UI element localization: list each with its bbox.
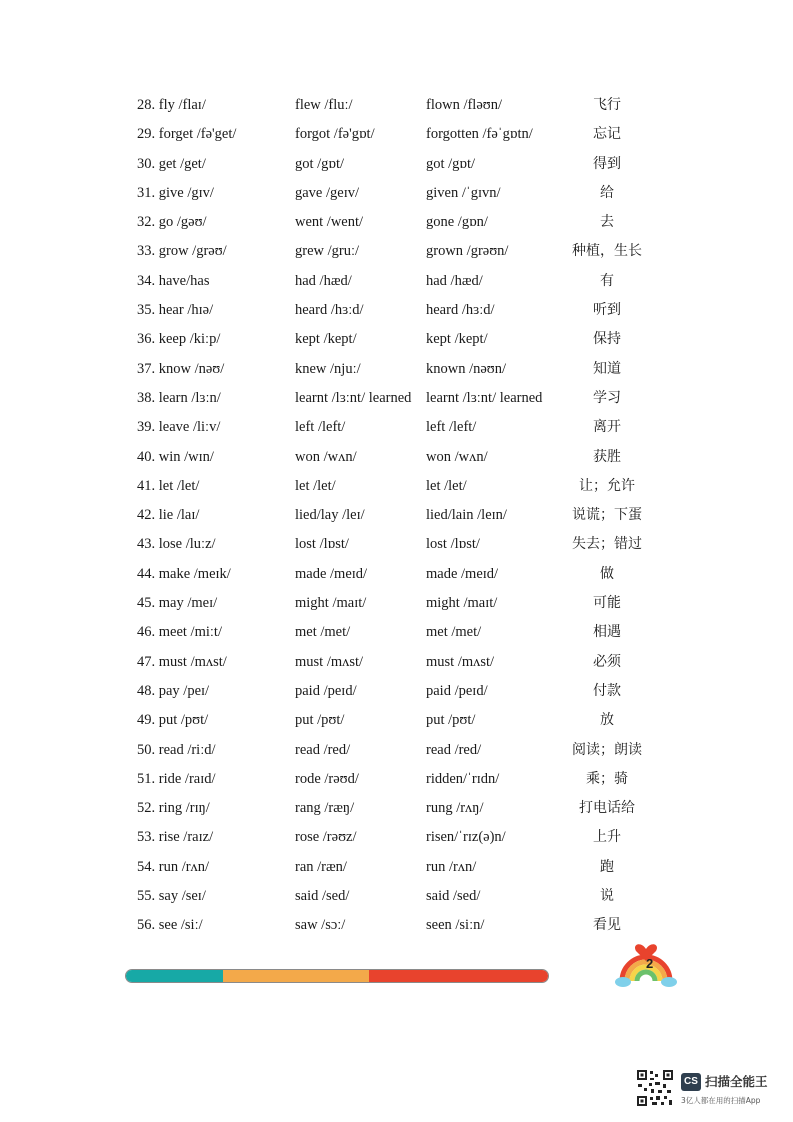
verb-meaning: 乘；骑 xyxy=(586,770,628,787)
verb-base-form: 48. pay /peɪ/ xyxy=(137,682,210,699)
verb-past-participle: let /let/ xyxy=(426,477,467,494)
verb-past-participle: must /mʌst/ xyxy=(426,653,495,670)
verb-meaning: 说谎；下蛋 xyxy=(572,507,642,524)
verb-meaning: 给 xyxy=(600,184,614,201)
verb-meaning: 说 xyxy=(600,888,614,905)
verb-base-form: 55. say /seɪ/ xyxy=(137,888,206,905)
verb-past-participle: gone /gɒn/ xyxy=(426,214,488,231)
verb-past-tense: went /went/ xyxy=(295,214,364,231)
verb-base-form: 33. grow /grəʊ/ xyxy=(137,243,227,260)
verb-row xyxy=(0,736,793,765)
verb-row xyxy=(0,267,793,296)
verb-past-participle: learnt /lɜːnt/ learned xyxy=(426,389,543,406)
verb-past-tense: rose /rəʊz/ xyxy=(295,829,357,846)
verb-base-form: 39. leave /liːv/ xyxy=(137,419,221,436)
verb-past-tense: flew /fluː/ xyxy=(295,97,353,113)
verb-row xyxy=(0,765,793,794)
verb-base-form: 29. forget /fə'get/ xyxy=(137,126,237,143)
verb-base-form: 44. make /meɪk/ xyxy=(137,565,231,582)
verb-meaning: 阅读；朗读 xyxy=(572,741,642,758)
verb-past-participle: might /maɪt/ xyxy=(426,595,498,612)
verb-base-form: 34. have/has xyxy=(137,272,210,289)
verb-past-tense: heard /hɜːd/ xyxy=(295,302,364,319)
verb-past-tense: had /hæd/ xyxy=(295,272,352,289)
verb-base-form: 56. see /siː/ xyxy=(137,917,203,934)
verb-row xyxy=(0,501,793,530)
scanner-tagline: 3亿人都在用的扫描App xyxy=(681,1096,761,1105)
verb-past-participle: given /ˈgɪvn/ xyxy=(426,184,501,201)
verb-row xyxy=(0,882,793,911)
verb-base-form: 32. go /gəʊ/ xyxy=(137,214,207,231)
verb-row xyxy=(0,325,793,354)
verb-past-tense: grew /gruː/ xyxy=(295,243,360,260)
verb-past-participle: kept /kept/ xyxy=(426,331,488,348)
verb-past-tense: forgot /fə'gɒt/ xyxy=(295,126,375,143)
verb-meaning: 获胜 xyxy=(593,448,621,465)
verb-meaning: 做 xyxy=(600,565,614,582)
verb-row xyxy=(0,853,793,882)
verb-base-form: 30. get /get/ xyxy=(137,155,206,172)
verb-past-participle: met /met/ xyxy=(426,624,482,641)
scanner-app-name: 扫描全能王 xyxy=(705,1074,768,1089)
verb-past-participle: lied/lain /leɪn/ xyxy=(426,507,507,524)
verb-row xyxy=(0,560,793,589)
verb-past-tense: made /meɪd/ xyxy=(295,565,368,582)
verb-row xyxy=(0,91,793,120)
verb-row xyxy=(0,355,793,384)
verb-past-participle: forgotten /fəˈgɒtn/ xyxy=(426,126,533,143)
verb-meaning: 放 xyxy=(600,712,614,729)
color-bar-teal-segment xyxy=(126,970,223,982)
verb-past-participle: ridden/ˈrɪdn/ xyxy=(426,770,500,787)
verb-row xyxy=(0,589,793,618)
page-number: 2 xyxy=(646,956,654,971)
verb-base-form: 47. must /mʌst/ xyxy=(137,653,227,670)
verb-meaning: 学习 xyxy=(593,389,621,406)
verb-meaning: 跑 xyxy=(600,858,614,875)
verb-row xyxy=(0,530,793,559)
verb-past-tense: learnt /lɜːnt/ learned xyxy=(295,389,412,406)
verb-row xyxy=(0,237,793,266)
verb-row xyxy=(0,413,793,442)
verb-meaning: 知道 xyxy=(593,360,621,377)
verb-base-form: 31. give /gɪv/ xyxy=(137,184,214,201)
verb-past-tense: knew /njuː/ xyxy=(295,360,361,377)
verb-past-tense: won /wʌn/ xyxy=(295,448,357,465)
verb-past-tense: must /mʌst/ xyxy=(295,653,364,670)
decorative-color-bar xyxy=(125,969,549,983)
verb-base-form: 45. may /meɪ/ xyxy=(137,595,218,612)
verb-meaning: 必须 xyxy=(593,653,621,670)
verb-past-participle: heard /hɜːd/ xyxy=(426,302,495,319)
verb-past-participle: run /rʌn/ xyxy=(426,858,477,875)
verb-past-tense: kept /kept/ xyxy=(295,331,357,348)
verb-past-participle: won /wʌn/ xyxy=(426,448,488,465)
verb-base-form: 52. ring /rɪŋ/ xyxy=(137,800,210,817)
verb-base-form: 46. meet /miːt/ xyxy=(137,624,222,641)
verb-past-tense: let /let/ xyxy=(295,477,336,494)
verb-past-tense: left /left/ xyxy=(295,419,346,436)
verb-row xyxy=(0,296,793,325)
verb-base-form: 28. fly /flaɪ/ xyxy=(137,97,206,113)
verb-past-participle: risen/ˈrɪz(ə)n/ xyxy=(426,829,506,846)
verb-meaning: 忘记 xyxy=(593,126,621,143)
verb-past-tense: rode /rəʊd/ xyxy=(295,770,359,787)
verb-row xyxy=(0,208,793,237)
verb-past-tense: lost /lɒst/ xyxy=(295,536,349,553)
verb-base-form: 50. read /riːd/ xyxy=(137,741,216,758)
verb-meaning: 得到 xyxy=(593,155,621,172)
verb-base-form: 37. know /nəʊ/ xyxy=(137,360,225,377)
verb-past-tense: paid /peɪd/ xyxy=(295,682,357,699)
verb-base-form: 49. put /pʊt/ xyxy=(137,712,209,729)
verb-past-participle: read /red/ xyxy=(426,741,482,758)
verb-past-participle: paid /peɪd/ xyxy=(426,682,488,699)
verb-meaning: 失去；错过 xyxy=(572,536,642,553)
verb-meaning: 有 xyxy=(600,272,614,289)
verb-past-tense: ran /ræn/ xyxy=(295,858,347,875)
verb-past-participle: left /left/ xyxy=(426,419,477,436)
verb-past-tense: put /pʊt/ xyxy=(295,712,345,729)
verb-row xyxy=(0,677,793,706)
verb-meaning: 付款 xyxy=(593,682,621,699)
camscanner-logo-icon: CS xyxy=(681,1073,701,1091)
verb-base-form: 54. run /rʌn/ xyxy=(137,858,210,875)
verb-past-participle: made /meɪd/ xyxy=(426,565,499,582)
verb-row xyxy=(0,706,793,735)
verb-meaning: 看见 xyxy=(593,917,621,934)
verb-past-tense: got /gɒt/ xyxy=(295,155,345,172)
verb-row xyxy=(0,794,793,823)
verb-base-form: 51. ride /raɪd/ xyxy=(137,770,216,787)
verb-past-tense: met /met/ xyxy=(295,624,351,641)
verb-past-tense: saw /sɔː/ xyxy=(295,917,346,934)
verb-past-participle: grown /grəʊn/ xyxy=(426,243,509,260)
verb-meaning: 上升 xyxy=(593,829,621,846)
verb-meaning: 打电话给 xyxy=(579,800,635,817)
verb-meaning: 让；允许 xyxy=(579,477,635,494)
verb-past-tense: gave /geɪv/ xyxy=(295,184,360,201)
verb-past-participle: had /hæd/ xyxy=(426,272,483,289)
verb-past-participle: flown /fləʊn/ xyxy=(426,97,503,113)
verb-base-form: 38. learn /lɜːn/ xyxy=(137,389,221,406)
verb-base-form: 35. hear /hɪə/ xyxy=(137,302,214,319)
verb-row xyxy=(0,120,793,149)
verb-past-tense: lied/lay /leɪ/ xyxy=(295,507,365,524)
verb-base-form: 42. lie /laɪ/ xyxy=(137,507,200,524)
verb-meaning: 种植，生长 xyxy=(572,243,642,260)
verb-row xyxy=(0,150,793,179)
qr-code-icon xyxy=(636,1069,674,1107)
verb-past-tense: read /red/ xyxy=(295,741,351,758)
verb-meaning: 可能 xyxy=(593,595,621,612)
verb-past-tense: rang /ræŋ/ xyxy=(295,800,355,817)
color-bar-red-segment xyxy=(369,970,548,982)
verb-base-form: 36. keep /kiːp/ xyxy=(137,331,221,348)
verb-base-form: 53. rise /raɪz/ xyxy=(137,829,214,846)
verb-row xyxy=(0,384,793,413)
verb-row xyxy=(0,648,793,677)
verb-past-participle: known /nəʊn/ xyxy=(426,360,507,377)
verb-row xyxy=(0,618,793,647)
verb-base-form: 43. lose /luːz/ xyxy=(137,536,216,553)
verb-past-tense: said /sed/ xyxy=(295,888,350,905)
verb-meaning: 保持 xyxy=(593,331,621,348)
verb-past-participle: seen /siːn/ xyxy=(426,917,485,934)
verb-meaning: 相遇 xyxy=(593,624,621,641)
verb-past-participle: put /pʊt/ xyxy=(426,712,476,729)
verb-table xyxy=(0,91,793,941)
verb-past-participle: lost /lɒst/ xyxy=(426,536,480,553)
verb-row xyxy=(0,443,793,472)
color-bar-orange-segment xyxy=(223,970,369,982)
verb-row xyxy=(0,179,793,208)
verb-meaning: 飞行 xyxy=(593,97,621,113)
verb-base-form: 40. win /wɪn/ xyxy=(137,448,214,465)
verb-past-tense: might /maɪt/ xyxy=(295,595,367,612)
verb-row xyxy=(0,823,793,852)
verb-base-form: 41. let /let/ xyxy=(137,477,200,494)
verb-row xyxy=(0,472,793,501)
verb-past-participle: got /gɒt/ xyxy=(426,155,476,172)
verb-meaning: 去 xyxy=(600,214,614,231)
verb-meaning: 离开 xyxy=(593,419,621,436)
verb-past-participle: said /sed/ xyxy=(426,888,481,905)
verb-past-participle: rung /rʌŋ/ xyxy=(426,800,484,817)
verb-meaning: 听到 xyxy=(593,302,621,319)
